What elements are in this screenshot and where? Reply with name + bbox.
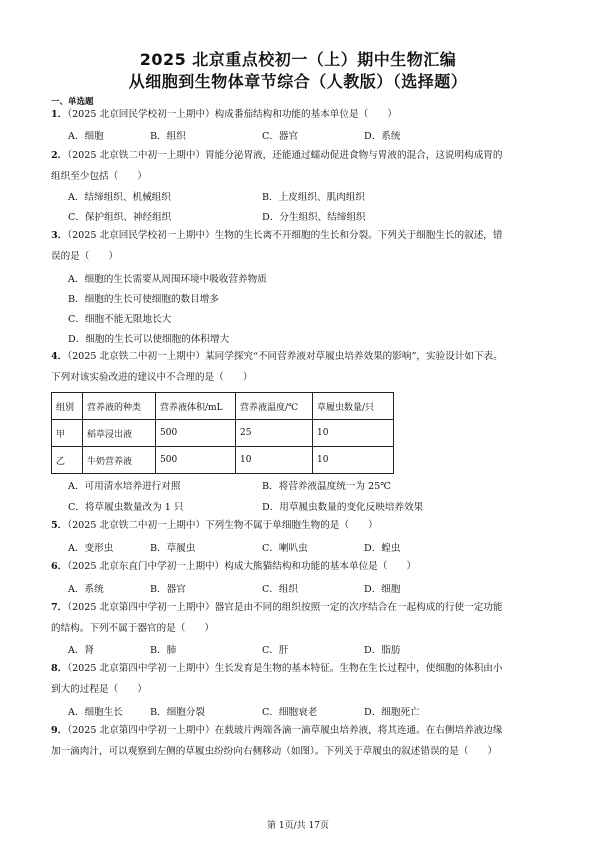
table-row (52, 447, 394, 474)
question-1 (51, 104, 547, 125)
option-c: C．喇叭虫 (262, 543, 308, 554)
question-7 (51, 597, 547, 639)
experiment-table (51, 392, 394, 474)
question-2-options-row2 (68, 209, 548, 225)
question-8 (51, 658, 547, 700)
option-d: D．脂肪 (364, 645, 401, 656)
question-1-options (68, 128, 548, 144)
question-text-line1: （2025 北京回民学校初一上期中）生物的生长离不开细胞的生长和分裂。下列关于细胞生长的叙述，错 (67, 230, 503, 241)
option-c: C．细胞衰老 (262, 707, 318, 718)
question-text: （2025 北京东直门中学初一上期中）构成大熊猫结构和功能的基本单位是（ ） (67, 561, 417, 572)
question-text-line1: （2025 北京第四中学初一上期中）生长发育是生物的基本特征。生物在生长过程中，使细胞的体积由小 (67, 663, 503, 674)
option-b: B．细胞分裂 (150, 707, 206, 718)
option-d: D．细胞的生长可以使细胞的体积增大 (68, 334, 230, 345)
question-text-line1: （2025 北京铁二中初一上期中）某同学探究“不同营养液对草履虫培养效果的影响”，实验设计如下表。 (67, 351, 503, 362)
table-cell: 稻草浸出液 (83, 420, 156, 447)
question-number: 3． (51, 230, 68, 241)
question-2-options-row1 (68, 189, 548, 205)
table-header-cell: 营养液体积/mL (156, 393, 236, 420)
table-cell: 乙 (52, 447, 83, 474)
table-row (52, 420, 394, 447)
option-b: B．上皮组织、肌肉组织 (262, 192, 365, 203)
option-b: B．组织 (150, 131, 186, 142)
option-a: A．系统 (68, 584, 104, 595)
table-header-cell: 草履虫数量/只 (313, 393, 394, 420)
table-cell: 10 (313, 447, 394, 474)
question-8-options (68, 704, 548, 720)
question-text-line2: 下列对该实验改进的建议中不合理的是（ ） (51, 372, 253, 383)
table-cell: 甲 (52, 420, 83, 447)
question-4 (51, 346, 547, 388)
question-7-options (68, 642, 548, 658)
question-number: 5． (51, 520, 68, 531)
document-title-line2: 从细胞到生物体章节综合（人教版）（选择题） (128, 72, 468, 91)
option-a: A．细胞 (68, 131, 104, 142)
question-text-line2: 的结构。下列不属于器官的是（ ） (51, 623, 215, 634)
option-d: D．细胞 (364, 584, 401, 595)
option-b: B．细胞的生长可使细胞的数目增多 (68, 294, 219, 305)
option-d: D．分生组织、结缔组织 (262, 212, 366, 223)
option-a: A．肾 (68, 645, 95, 656)
option-c: C．细胞不能无限地长大 (68, 314, 172, 325)
option-b: B．草履虫 (150, 543, 196, 554)
option-b: B．将营养液温度统一为 25℃ (262, 481, 391, 492)
option-d: D．蝗虫 (364, 543, 401, 554)
question-number: 9． (51, 725, 68, 736)
option-c: C．将草履虫数量改为 1 只 (68, 502, 184, 513)
question-text-line1: （2025 北京第四中学初一上期中）在载玻片两端各滴一滴草履虫培养液，将其连通。在右侧培养液边缘 (67, 725, 503, 736)
question-2 (51, 145, 547, 187)
option-b: B．器官 (150, 584, 186, 595)
question-text-line1: （2025 北京第四中学初一上期中）器官是由不同的组织按照一定的次序结合在一起构成的行使一定功能 (67, 602, 503, 613)
question-number: 8． (51, 663, 68, 674)
option-d: D．细胞死亡 (364, 707, 420, 718)
table-cell: 牛奶营养液 (83, 447, 156, 474)
question-number: 2． (51, 150, 68, 161)
option-a: A．细胞的生长需要从周围环境中吸收营养物质 (68, 274, 267, 285)
question-number: 1． (51, 109, 68, 120)
question-text-line2: 误的是（ ） (51, 251, 119, 262)
question-text-line2: 组织至少包括（ ） (51, 171, 147, 182)
table-cell: 25 (236, 420, 313, 447)
question-3 (51, 225, 547, 267)
question-4-options-row2 (68, 499, 548, 515)
question-6-options (68, 581, 548, 597)
option-a: A．细胞生长 (68, 707, 123, 718)
question-5-options (68, 540, 548, 556)
page-footer: 第 1页/共 17页 (267, 821, 329, 831)
option-d: D．系统 (364, 131, 401, 142)
option-a: A．变形虫 (68, 543, 114, 554)
question-number: 4． (51, 351, 68, 362)
table-cell: 500 (156, 447, 236, 474)
table-cell: 500 (156, 420, 236, 447)
document-title-line1: 2025 北京重点校初一（上）期中生物汇编 (139, 50, 457, 69)
question-text: （2025 北京回民学校初一上期中）构成番茄结构和功能的基本单位是（ ） (67, 109, 397, 120)
question-text-line2: 到大的过程是（ ） (51, 684, 147, 695)
question-text: （2025 北京铁二中初一上期中）下列生物不属于单细胞生物的是（ ） (67, 520, 378, 531)
question-text-line1: （2025 北京铁二中初一上期中）胃能分泌胃液，还能通过蠕动促进食物与胃液的混合，这说明构成胃的 (67, 150, 503, 161)
table-header-cell: 营养液的种类 (83, 393, 156, 420)
table-header-cell: 营养液温度/℃ (236, 393, 313, 420)
option-a: A．可用清水培养进行对照 (68, 481, 181, 492)
section-heading: 一、单选题 (51, 97, 94, 107)
option-a: A．结缔组织、机械组织 (68, 192, 171, 203)
question-4-options-row1 (68, 478, 548, 494)
option-c: C．肝 (262, 645, 289, 656)
question-6 (51, 556, 547, 577)
question-number: 7． (51, 602, 68, 613)
table-header-row (52, 393, 394, 420)
question-number: 6． (51, 561, 68, 572)
question-9 (51, 720, 547, 762)
option-c: C．保护组织、神经组织 (68, 212, 172, 223)
table-cell: 10 (313, 420, 394, 447)
option-c: C．器官 (262, 131, 299, 142)
option-c: C．组织 (262, 584, 299, 595)
option-d: D．用草履虫数量的变化反映培养效果 (262, 502, 424, 513)
option-b: B．肺 (150, 645, 177, 656)
table-cell: 10 (236, 447, 313, 474)
question-5 (51, 515, 547, 536)
question-text-line2: 加一滴肉汁，可以观察到左侧的草履虫纷纷向右侧移动（如图）。下列关于草履虫的叙述错误的是（ ） (51, 746, 498, 757)
table-header-cell: 组别 (52, 393, 83, 420)
